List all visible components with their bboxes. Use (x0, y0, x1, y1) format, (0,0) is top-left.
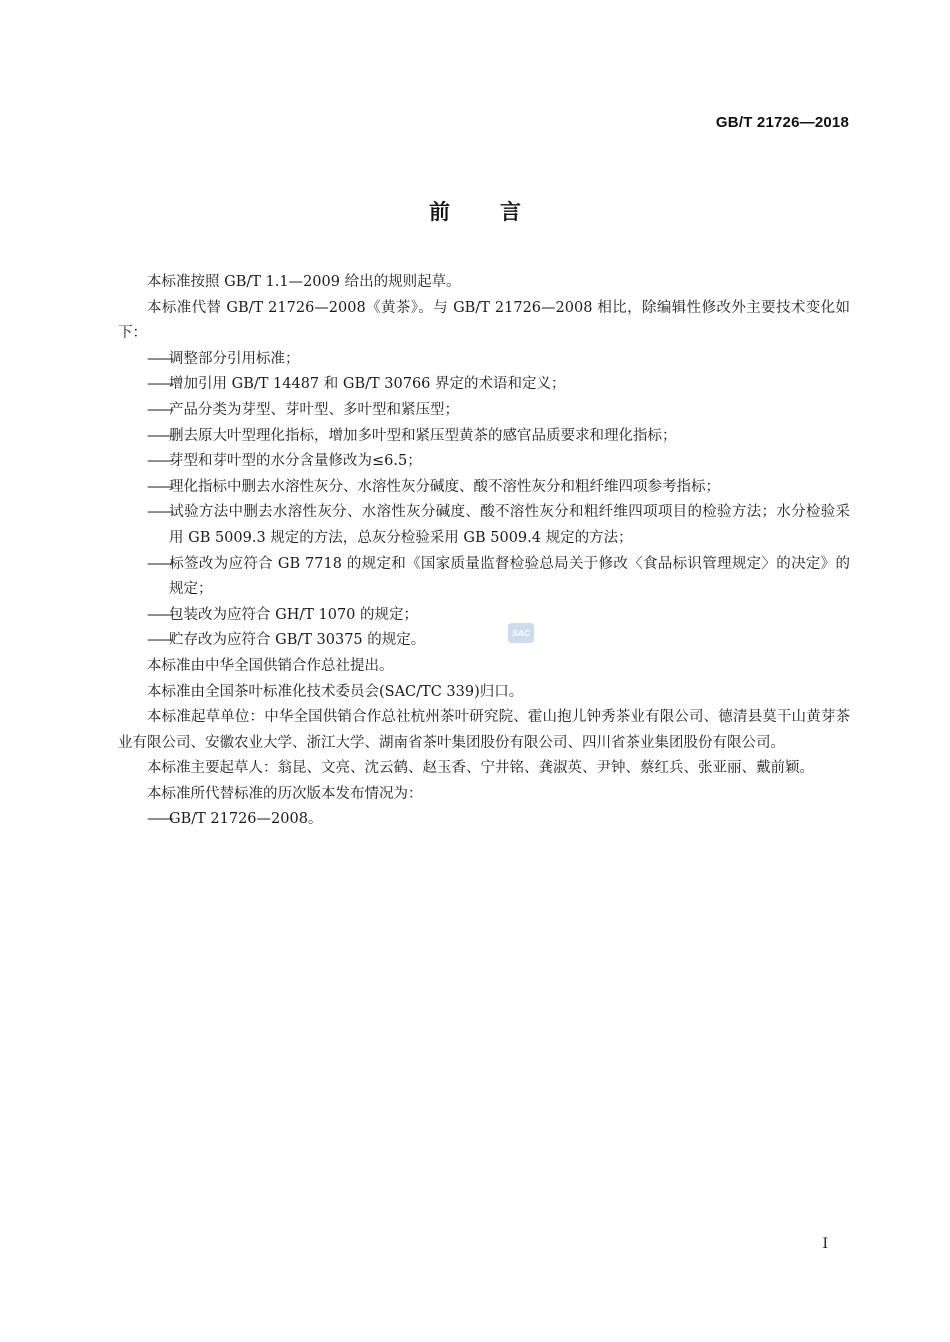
sac-watermark-logo: SAC (508, 623, 534, 643)
dash-mark: —— (147, 555, 172, 572)
dash-mark: —— (147, 401, 172, 418)
change-item-text: 包装改为应符合 GH/T 1070 的规定； (169, 606, 419, 623)
dash-mark: —— (147, 478, 172, 495)
change-item (118, 500, 850, 551)
change-item-text: 增加引用 GB/T 14487 和 GB/T 30766 界定的术语和定义； (169, 376, 566, 393)
change-item-text: 理化指标中删去水溶性灰分、水溶性灰分碱度、酸不溶性灰分和粗纤维四项参考指标； (169, 478, 720, 495)
paragraph-history-intro: 本标准所代替标准的历次版本发布情况为： (147, 785, 423, 802)
standard-code: GB/T 21726—2018 (715, 114, 849, 131)
change-item (118, 603, 850, 629)
dash-mark: —— (147, 453, 172, 470)
dash-mark: —— (147, 811, 172, 828)
change-item (118, 628, 850, 654)
change-item (118, 347, 850, 373)
dash-mark: —— (147, 350, 172, 367)
paragraph-committee: 本标准由全国茶叶标准化技术委员会(SAC/TC 339)归口。 (147, 683, 524, 700)
paragraph-drafters: 本标准主要起草人：翁昆、文亮、沈云鹤、赵玉香、宁井铭、龚淑英、尹钟、蔡红兵、张亚丽、戴前颖。 (147, 760, 814, 777)
page-number: I (822, 1236, 828, 1252)
history-item-text: GB/T 21726—2008。 (169, 811, 323, 828)
dash-mark: —— (147, 376, 172, 393)
change-item-text: 芽型和芽叶型的水分含量修改为≤6.5； (169, 453, 422, 470)
paragraph-proposer: 本标准由中华全国供销合作总社提出。 (147, 657, 394, 674)
dash-mark: —— (147, 606, 172, 623)
change-item (118, 449, 850, 475)
change-item-text: 试验方法中删去水溶性灰分、水溶性灰分碱度、酸不溶性灰分和粗纤维四项项目的检验方法；水分检验采用 GB 5009.3 规定的方法，总灰分检验采用 GB 5009.4 规定的方法； (169, 504, 850, 546)
dash-mark: —— (147, 427, 172, 444)
change-item-text: 删去原大叶型理化指标，增加多叶型和紧压型黄茶的感官品质要求和理化指标； (169, 427, 677, 444)
change-item-text: 调整部分引用标准； (169, 350, 300, 367)
change-item (118, 475, 850, 501)
dash-mark: —— (147, 632, 172, 649)
change-item-text: 产品分类为芽型、芽叶型、多叶型和紧压型； (169, 401, 459, 418)
change-item (118, 552, 850, 603)
page-title: 前言 (429, 200, 571, 224)
change-item (118, 424, 850, 450)
foreword-body (118, 270, 850, 833)
paragraph-replacement: 本标准代替 GB/T 21726—2008《黄茶》。与 GB/T 21726—2008 相比，除编辑性修改外主要技术变化如下： (118, 299, 850, 342)
change-item-text: 标签改为应符合 GB 7718 的规定和《国家质量监督检验总局关于修改〈食品标识管理规定〉的决定》的规定； (169, 555, 850, 598)
paragraph-drafting-units: 本标准起草单位：中华全国供销合作总社杭州茶叶研究院、霍山抱儿钟秀茶业有限公司、德清县莫干山黄芽茶业有限公司、安徽农业大学、浙江大学、湖南省茶叶集团股份有限公司、四川省茶业集团股份有限公司。 (118, 709, 850, 751)
dash-mark: —— (147, 504, 172, 521)
change-item (118, 372, 850, 398)
change-item-text: 贮存改为应符合 GB/T 30375 的规定。 (169, 632, 426, 649)
history-item (118, 807, 850, 833)
paragraph-drafting-rules: 本标准按照 GB/T 1.1—2009 给出的规则起草。 (147, 274, 461, 290)
change-item (118, 398, 850, 424)
